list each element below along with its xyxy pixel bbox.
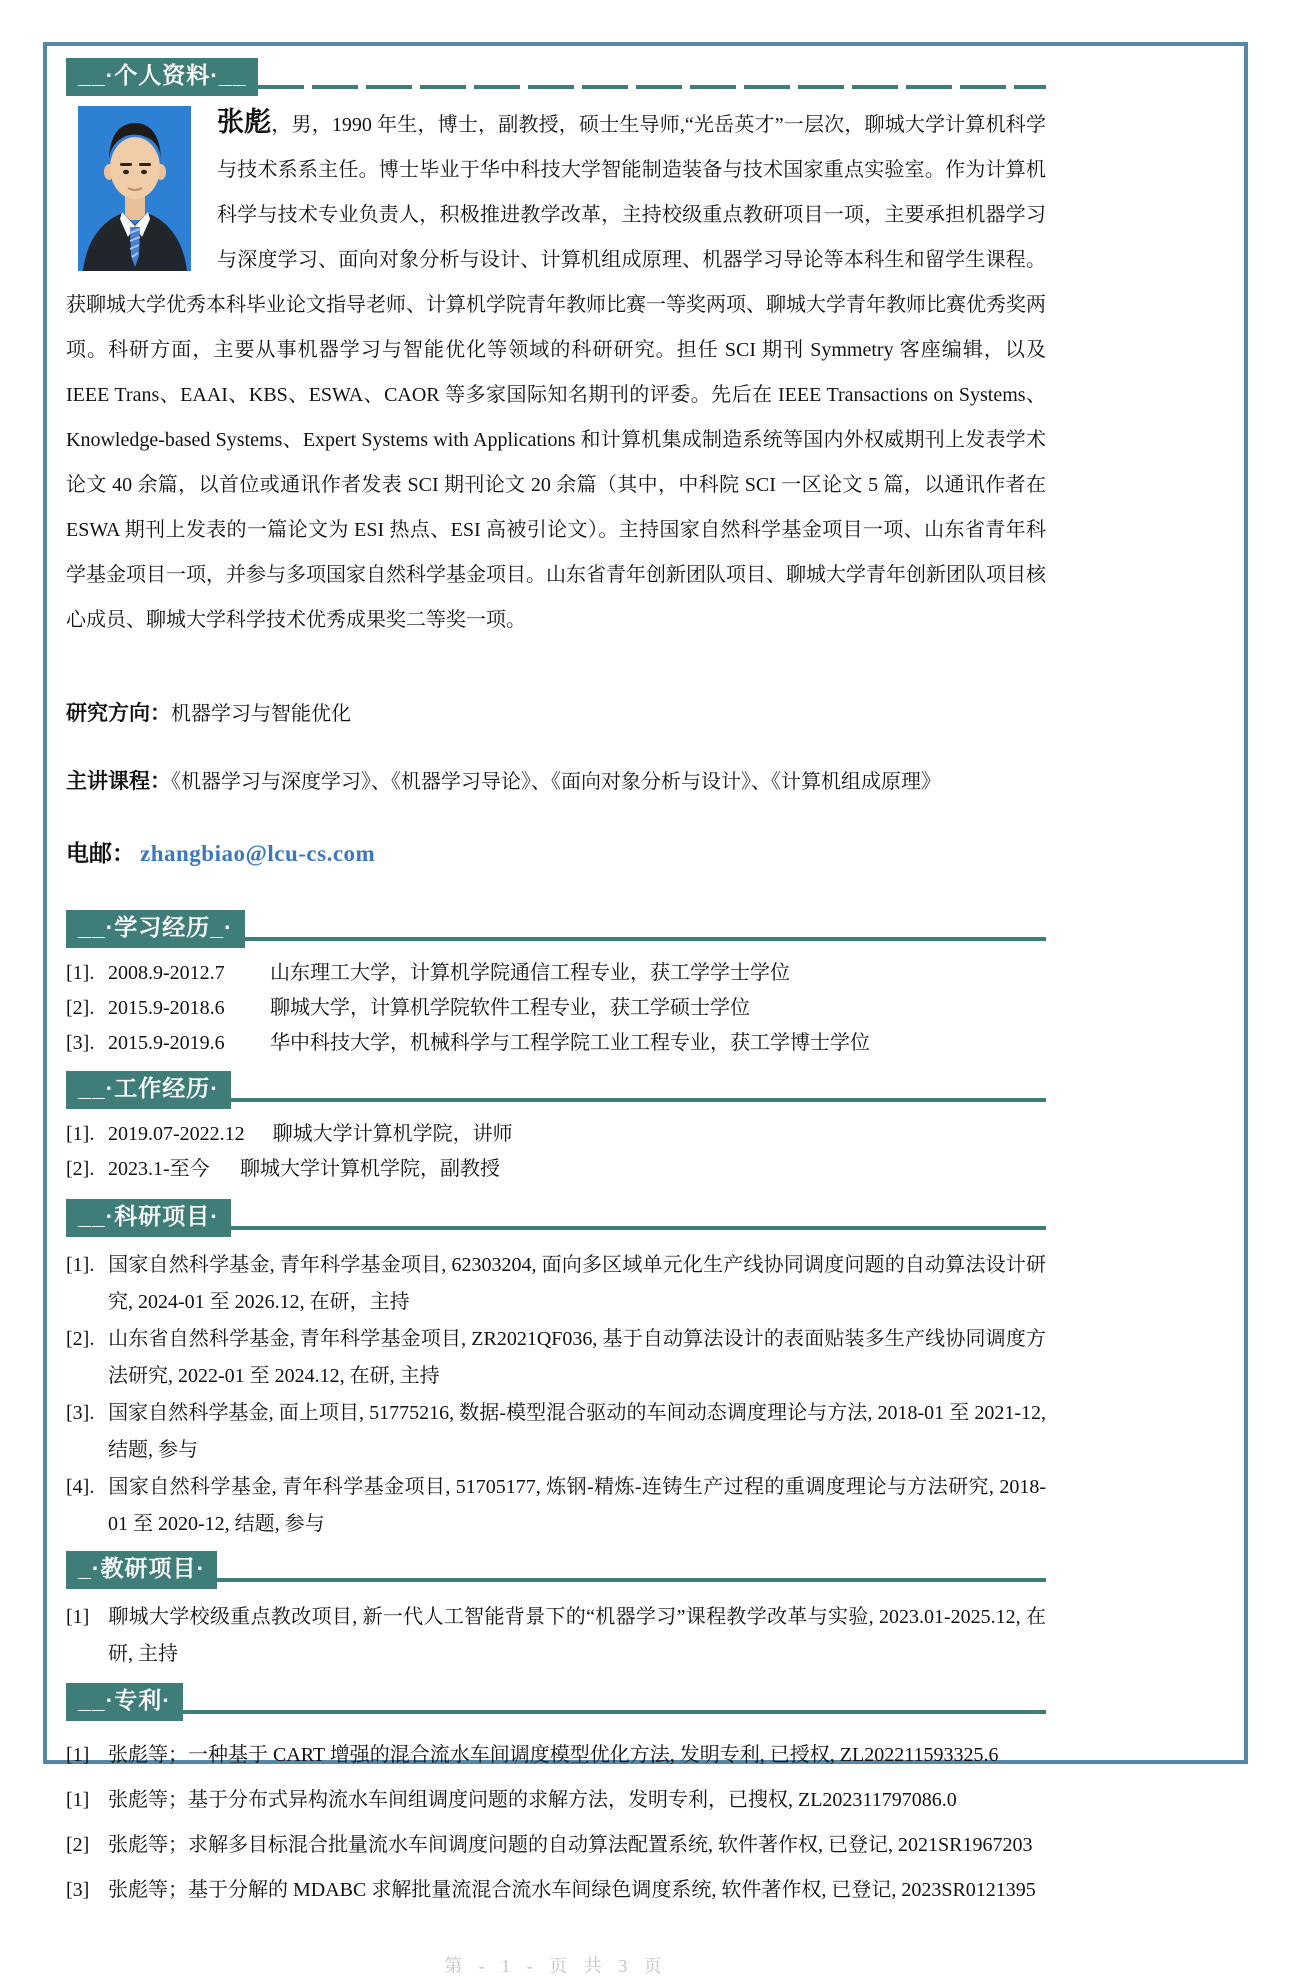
person-name: 张彪: [217, 107, 272, 137]
item-text: 国家自然科学基金, 青年科学基金项目, 51705177, 炼钢-精炼-连铸生产过程的重调度理论与方法研究, 2018-01 至 2020-12, 结题, 参与: [108, 1476, 1046, 1535]
research-projects-list: [66, 1247, 1046, 1543]
item-date: 2019.07-2022.12: [108, 1123, 245, 1145]
section-header-education: [66, 910, 1046, 948]
education-item: [66, 1026, 1046, 1061]
teaching-project-item: [66, 1599, 1046, 1673]
section-header-work: [66, 1071, 1046, 1109]
item-number: [2].: [66, 1158, 95, 1180]
item-number: [2]: [66, 1834, 90, 1856]
item-text: 张彪等；求解多目标混合批量流水车间调度问题的自动算法配置系统, 软件著作权, 已登记, 2021SR1967203: [108, 1834, 1033, 1856]
item-number: [1]: [66, 1789, 90, 1811]
research-project-item: [66, 1321, 1046, 1395]
item-text: 张彪等；基于分布式异构流水车间组调度问题的求解方法，发明专利，已搜权, ZL202311797086.0: [108, 1789, 957, 1811]
item-number: [3]: [66, 1879, 90, 1901]
section-rule-work: [231, 1098, 1046, 1102]
resume-page: [66, 58, 1046, 1978]
patent-item: [66, 1827, 1046, 1863]
section-rule-education: [245, 937, 1046, 941]
item-desc: 聊城大学，计算机学院软件工程专业，获工学硕士学位: [270, 997, 750, 1019]
section-header-patents: [66, 1683, 1046, 1721]
profile-photo: [78, 106, 191, 271]
bio-text: ，男，1990 年生，博士，副教授，硕士生导师,“光岳英才”一层次，聊城大学计算机科学与技术系系主任。博士毕业于华中科技大学智能制造装备与技术国家重点实验室。作为计算机科学与技术专业负责人，积极推进教学改革，主持校级重点教研项目一项，主要承担机器学习与深度学习、面向对象分析与设计、计算机组成原理、机器学习导论等本科生和留学生课程。获聊城大学优秀本科毕业论文指导老师、计算机学院青年教师比赛一等奖两项、聊城大学青年教师比赛优秀奖两项。科研方面，主要从事机器学习与智能优化等领域的科研研究。担任 SCI 期刊 Symmetry 客座编辑，以及 IEEE Trans、EAAI、KBS、ESWA、CAOR 等多家国际知名期刊的评委。先后在 IEEE Transactions on Systems、Knowledge-based Systems、Expert Systems with Applications 和计算机集成制造系统等国内外权威期刊上发表学术论文 40 余篇，以首位或通讯作者发表 SCI 期刊论文 20 余篇（其中，中科院 SCI 一区论文 5 篇，以通讯作者在 ESWA 期刊上发表的一篇论文为 ESI 热点、ESI 高被引论文）。主持国家自然科学基金项目一项、山东省青年科学基金项目一项，并参与多项国家自然科学基金项目。山东省青年创新团队项目、聊城大学青年创新团队项目核心成员、聊城大学科学技术优秀成果奖二等奖一项。: [66, 114, 1046, 631]
section-badge-patents: __·专利·: [66, 1683, 183, 1721]
section-header-teaching-projects: [66, 1551, 1046, 1589]
item-number: [1].: [66, 1254, 95, 1276]
section-rule-research-projects: [231, 1226, 1046, 1230]
item-desc: 山东理工大学，计算机学院通信工程专业，获工学学士学位: [270, 962, 790, 984]
item-text: 山东省自然科学基金, 青年科学基金项目, ZR2021QF036, 基于自动算法设计的表面贴装多生产线协同调度方法研究, 2022-01 至 2024.12, 在研, 主持: [108, 1328, 1046, 1387]
item-text: 国家自然科学基金, 面上项目, 51775216, 数据-模型混合驱动的车间动态调度理论与方法, 2018-01 至 2021-12, 结题, 参与: [108, 1402, 1046, 1461]
work-list: [66, 1117, 1046, 1187]
section-header-research-projects: [66, 1199, 1046, 1237]
research-direction-line: [66, 697, 1046, 727]
item-text: 国家自然科学基金, 青年科学基金项目, 62303204, 面向多区域单元化生产线协同调度问题的自动算法设计研究, 2024-01 至 2026.12, 在研，主持: [108, 1254, 1046, 1313]
research-project-item: [66, 1469, 1046, 1543]
education-item: [66, 991, 1046, 1026]
patent-item: [66, 1872, 1046, 1908]
work-item: [66, 1152, 1046, 1187]
bio-block: [66, 100, 1046, 643]
section-rule-patents: [183, 1710, 1046, 1714]
email-link[interactable]: zhangbiao@lcu-cs.com: [140, 841, 376, 866]
teaching-projects-list: [66, 1599, 1046, 1673]
research-direction-label: 研究方向：: [66, 702, 171, 725]
item-number: [3].: [66, 1402, 95, 1424]
item-date: 2015.9-2019.6: [108, 1032, 225, 1054]
patent-item: [66, 1782, 1046, 1818]
item-desc: 华中科技大学，机械科学与工程学院工业工程专业，获工学博士学位: [270, 1032, 870, 1054]
section-rule-personal: [258, 85, 1046, 89]
research-project-item: [66, 1247, 1046, 1321]
education-item: [66, 956, 1046, 991]
item-number: [1].: [66, 962, 95, 984]
item-date: 2008.9-2012.7: [108, 962, 225, 984]
item-number: [3].: [66, 1032, 95, 1054]
section-badge-education: __·学习经历_·: [66, 910, 245, 948]
section-header-personal: [66, 58, 1046, 96]
item-desc: 聊城大学计算机学院，讲师: [272, 1123, 513, 1145]
section-rule-teaching-projects: [217, 1578, 1046, 1582]
education-list: [66, 956, 1046, 1061]
email-label: 电邮：: [66, 840, 135, 866]
email-line: [66, 835, 1046, 868]
item-date: 2015.9-2018.6: [108, 997, 225, 1019]
item-text: 聊城大学校级重点教改项目, 新一代人工智能背景下的“机器学习”课程教学改革与实验, 2023.01-2025.12, 在研, 主持: [108, 1606, 1046, 1665]
item-number: [1]: [66, 1744, 90, 1766]
courses-line: [66, 765, 1046, 795]
courses-label: 主讲课程：: [66, 770, 171, 793]
research-direction-value: 机器学习与智能优化: [171, 703, 351, 725]
section-badge-personal: __·个人资料·__: [66, 58, 258, 96]
id-photo-icon: [78, 106, 191, 271]
section-badge-work: __·工作经历·: [66, 1071, 231, 1109]
item-number: [1]: [66, 1606, 90, 1628]
research-project-item: [66, 1395, 1046, 1469]
item-text: 张彪等；基于分解的 MDABC 求解批量流混合流水车间绿色调度系统, 软件著作权, 已登记, 2023SR0121395: [108, 1879, 1036, 1901]
patents-list: [66, 1737, 1046, 1908]
bio-paragraph: [66, 100, 1046, 643]
item-number: [4].: [66, 1476, 95, 1498]
item-number: [1].: [66, 1123, 95, 1145]
patent-item: [66, 1737, 1046, 1773]
courses-value: 《机器学习与深度学习》、《机器学习导论》、《面向对象分析与设计》、《计算机组成原理》: [171, 771, 941, 793]
item-number: [2].: [66, 997, 95, 1019]
item-text: 张彪等；一种基于 CART 增强的混合流水车间调度模型优化方法, 发明专利, 已授权, ZL202211593325.6: [108, 1744, 999, 1766]
section-badge-teaching-projects: _·教研项目·: [66, 1551, 217, 1589]
item-desc: 聊城大学计算机学院，副教授: [240, 1158, 500, 1180]
item-number: [2].: [66, 1328, 95, 1350]
item-date: 2023.1-至今: [108, 1158, 210, 1180]
section-badge-research-projects: __·科研项目·: [66, 1199, 231, 1237]
page-number-footer: 第 - 1 - 页 共 3 页: [444, 1956, 668, 1976]
work-item: [66, 1117, 1046, 1152]
